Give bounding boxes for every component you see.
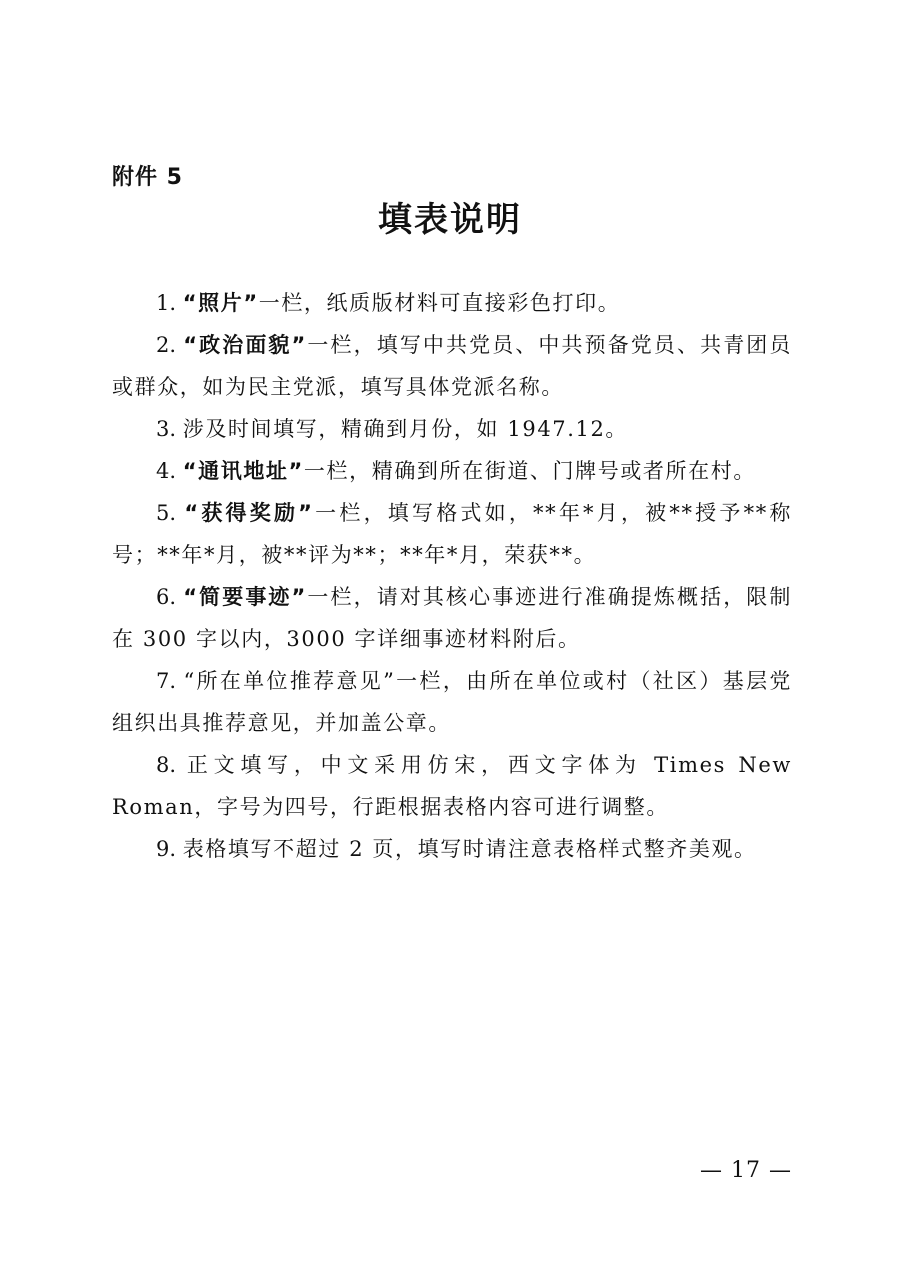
item-number: 5.	[156, 501, 185, 525]
item-number: 9.	[156, 837, 183, 861]
item-number: 1.	[156, 291, 183, 315]
field-name: “获得奖励”	[184, 501, 314, 525]
instruction-item-3	[112, 408, 792, 450]
instruction-item-4	[112, 450, 792, 492]
instruction-item-8	[112, 744, 792, 828]
instruction-item-2	[112, 324, 792, 408]
item-text: “所在单位推荐意见”一栏，由所在单位或村（社区）基层党组织出具推荐意见，并加盖公章。	[112, 669, 793, 735]
page-number: — 17 —	[700, 1158, 792, 1183]
instruction-list	[112, 282, 792, 870]
item-number: 6.	[156, 585, 184, 609]
item-number: 3.	[156, 417, 183, 441]
field-name: “简要事迹”	[183, 585, 307, 609]
instruction-item-7	[112, 660, 792, 744]
item-text: 一栏，精确到所在街道、门牌号或者所在村。	[303, 459, 756, 483]
item-text: 一栏，纸质版材料可直接彩色打印。	[258, 291, 621, 315]
field-name: “通讯地址”	[182, 459, 304, 483]
item-text: 表格填写不超过 2 页，填写时请注意表格样式整齐美观。	[182, 837, 757, 861]
item-text: 涉及时间填写，精确到月份，如 1947.12。	[182, 417, 629, 441]
attachment-label: 附件 5	[112, 165, 183, 190]
page-title: 填表说明	[378, 200, 522, 240]
instruction-item-9	[112, 828, 792, 870]
instruction-item-6	[112, 576, 792, 660]
item-number: 4.	[156, 459, 183, 483]
instruction-item-1	[112, 282, 792, 324]
instruction-item-5	[112, 492, 792, 576]
field-name: “照片”	[182, 291, 259, 315]
item-text: 一栏，请对其核心事迹进行准确提炼概括，限制在 300 字以内，3000 字详细事迹材料附后。	[112, 585, 792, 651]
item-number: 8.	[156, 753, 187, 777]
item-number: 7.	[156, 669, 184, 693]
item-text: 一栏，填写格式如，**年*月，被**授予**称号；**年*月，被**评为**；**年*月，荣获**。	[112, 501, 793, 567]
field-name: “政治面貌”	[183, 333, 307, 357]
item-text: 正文填写，中文采用仿宋，西文字体为 Times New Roman，字号为四号，行距根据表格内容可进行调整。	[112, 753, 792, 819]
item-number: 2.	[156, 333, 184, 357]
item-text: 一栏，填写中共党员、中共预备党员、共青团员或群众，如为民主党派，填写具体党派名称。	[112, 333, 792, 399]
